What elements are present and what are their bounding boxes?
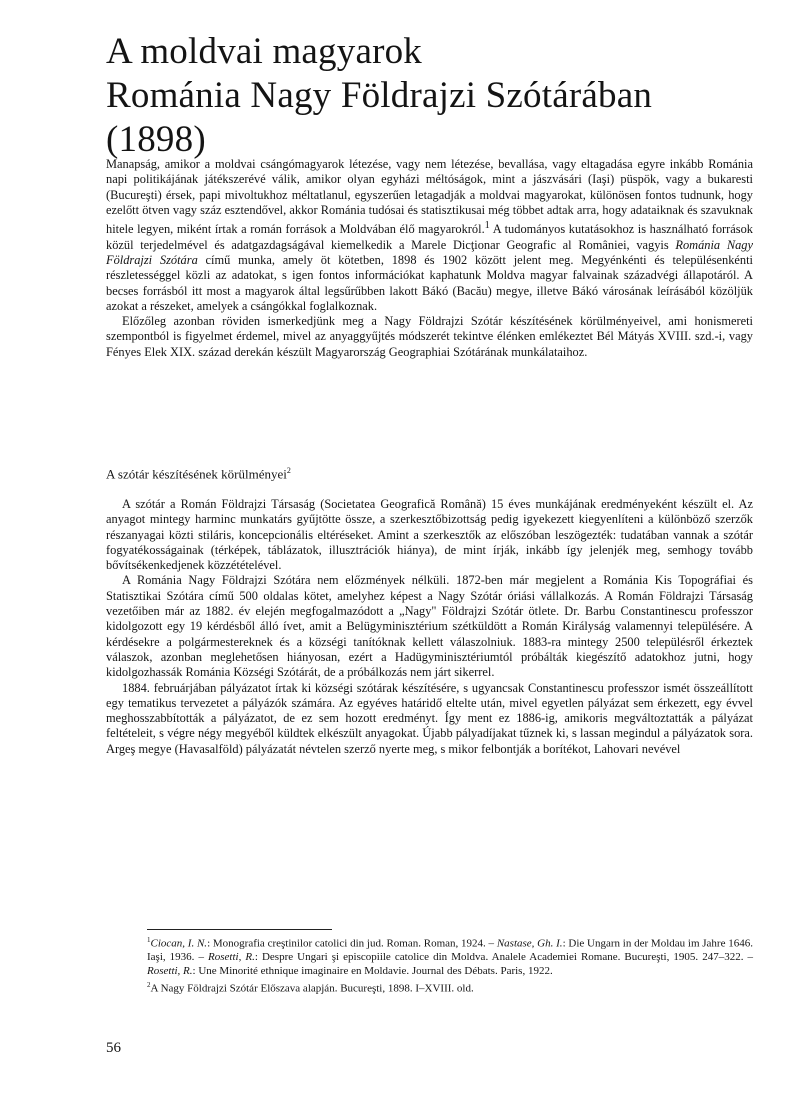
footnote-2 <box>147 979 753 996</box>
section-heading-text: A szótár készítésének körülményei <box>106 466 287 482</box>
title-line-3: (1898) <box>106 119 206 160</box>
section-paragraph-3: 1884. februárjában pályázatot írtak ki községi szótárak készítésére, s ugyancsak Constantinescu professzor ismét összeállított egy tematikus tervezetet a pályázók számára. Az egyéves határidő eltelte után, mivel egyetlen pályázat sem érkezett, egy évvel meghosszabbították a pályázatot, de ez sem hozott eredményt. Így ment ez 1886-ig, amikoris megváltoztatták a pályázat feltételeit, s végre négy megyéből küldtek elkészült anyagokat. Újabb pályadíjakat tűznek ki, s lassan megindul a pályázatok sora. Argeş megye (Havasalföld) pályázatát névtelen szerző nyerte meg, s mikor felbontják a borítékot, Lahovari nevével <box>106 680 753 756</box>
footnote-1-ref-1: : Monografia creştinilor catolici din jud. Roman. Roman, 1924. – <box>207 937 497 950</box>
footnote-ref-2: 2 <box>286 466 291 475</box>
intro-p1-part-b: A tudományos kutatásokhoz is használható források közül terjedelmével és adatgazdagságával kiemelkedik a Marele Dicţionar Geografic al României, vagyis <box>106 222 753 252</box>
section-paragraph-1: A szótár a Román Földrajzi Társaság (Societatea Geografică Română) 15 éves munkájának eredményeként készült el. Az anyagot mintegy harminc munkatárs gyűjtötte össze, a szerkesztőbizottság pedig igyekezett kiegyenlíteni a különböző szerzők részanyagai közti stiláris, koncepcionális eltéréseket. Amint a szerkesztők az előszóban leszögezték: tudatában vannak a szótár fogyatékosságainak (térképek, táblázatok, illusztrációk hiánya), de mint írják, inkább így jelenjék meg, semhogy tovább bővítsékenkedjenek közzétételével. <box>106 497 753 573</box>
footnote-divider <box>147 929 332 930</box>
page-number: 56 <box>106 1040 121 1056</box>
intro-p1-part-a: Manapság, amikor a moldvai csángómagyarok létezése, vagy nem létezése, bevallása, vagy eltagadása egyre inkább Románia napi politikájának játékszerévé válik, amikor olyan egyházi méltóságok, mint a jászvásári (Iaşi) püspök, vagy a bukaresti (Bucureşti) érsek, papi mivoltukhoz méltatlanul, egyszerűen letagadják a moldvai magyarokat, különösen fontos tudnunk, hogy ezelőtt ötven vagy száz esztendővel, akkor Románia tudósai és statisztikusai még többet adtak arra, hogy adataiknak és szavuknak hitele legyen, miként írtak a román források a Moldvában élő magyarokról. <box>106 157 753 237</box>
intro-p1-work-title: Románia Nagy Földrajzi Szótára <box>106 237 753 267</box>
footnote-ref-1: 1 <box>484 220 490 232</box>
section-text <box>106 497 753 757</box>
title-line-2: Románia Nagy Földrajzi Szótárában <box>106 75 653 116</box>
footnote-1-marker: 1 <box>147 936 151 944</box>
footnote-2-marker: 2 <box>147 981 151 990</box>
section-heading <box>106 466 291 482</box>
intro-text <box>106 157 753 360</box>
footnote-1 <box>147 934 753 979</box>
intro-paragraph-1 <box>106 157 753 314</box>
intro-paragraph-2: Előzőleg azonban röviden ismerkedjünk meg a Nagy Földrajzi Szótár készítésének körülményeivel, ami honismereti szempontból is figyelmet érdemel, mivel az anyaggyűjtés módszerét tekintve élénken emlékeztet Bél Mátyás XVIII. szd.-i, vagy Fényes Elek XIX. század derekán készült Magyarország Geographiai Szótárának munkálataihoz. <box>106 314 753 359</box>
article-title <box>106 30 746 162</box>
footnote-1-author-1: Ciocan, I. N. <box>150 937 208 950</box>
section-paragraph-2: A Románia Nagy Földrajzi Szótára nem előzmények nélküli. 1872-ben már megjelent a Románia Kis Topográfiai és Statisztikai Szótára című 500 oldalas kötet, amelyhez képest a Nagy Szótár óriási vállalkozás. A Román Földrajzi Társaság vezetőiben már az 1882. év elején megfogalmazódott a „Nagy" Földrajzi Szótár ötlete. Dr. Barbu Constantinescu professzor kidolgozott egy 19 kérdésből álló ívet, amit a Belügyminisztérium szétküldött a Román Királyság valamennyi településére. A kérdésekre a polgármestereknek és a községi tanítóknak kellett válaszolniuk. 1883-ra mintegy 2500 településről érkeztek válaszok, azonban meglehetősen hiányosan, ezért a Hadügyminisztériumtól próbálták kiegészítő adatokhoz jutni, hogy kidolgozhassák Románia Községi Szótárát, de a próbálkozás nem járt sikerrel. <box>106 573 753 680</box>
footnote-1-author-2: Nastase, Gh. I. <box>496 937 563 950</box>
footnotes <box>147 934 753 997</box>
intro-p1-part-c: című munka, amely öt kötetben, 1898 és 1902 között jelent meg. Megyénkénti és településenkénti részletességgel közli az adatokat, s igen fontos információkat kaphatunk Moldva magyar falvainak századvégi állapotáról. A becses forrásból itt most a magyarok által legsűrűbben lakott Bákó (Bacău) megye, illetve Bákó városának leírásából közöljük azokat a részeket, amelyek a csángókkal foglalkoznak. <box>106 252 754 313</box>
footnote-1-author-4: Rosetti, R. <box>147 965 193 978</box>
footnote-1-ref-2: : Die Ungarn in der Moldau im Jahre 1646. Iaşi, 1936. – <box>147 937 753 964</box>
title-line-1: A moldvai magyarok <box>106 31 422 72</box>
footnote-1-author-3: Rosetti, R. <box>208 951 255 964</box>
footnote-1-ref-3: : Despre Ungari şi episcopiile catolice din Moldva. Analele Academiei Romane. Bucureşti, 1905. 247–322. – <box>254 951 753 964</box>
footnote-2-text: A Nagy Földrajzi Szótár Előszava alapján. Bucureşti, 1898. I–XVIII. old. <box>150 982 474 995</box>
footnote-1-ref-4: : Une Minorité ethnique imaginaire en Moldavie. Journal des Débats. Paris, 1922. <box>192 965 553 978</box>
